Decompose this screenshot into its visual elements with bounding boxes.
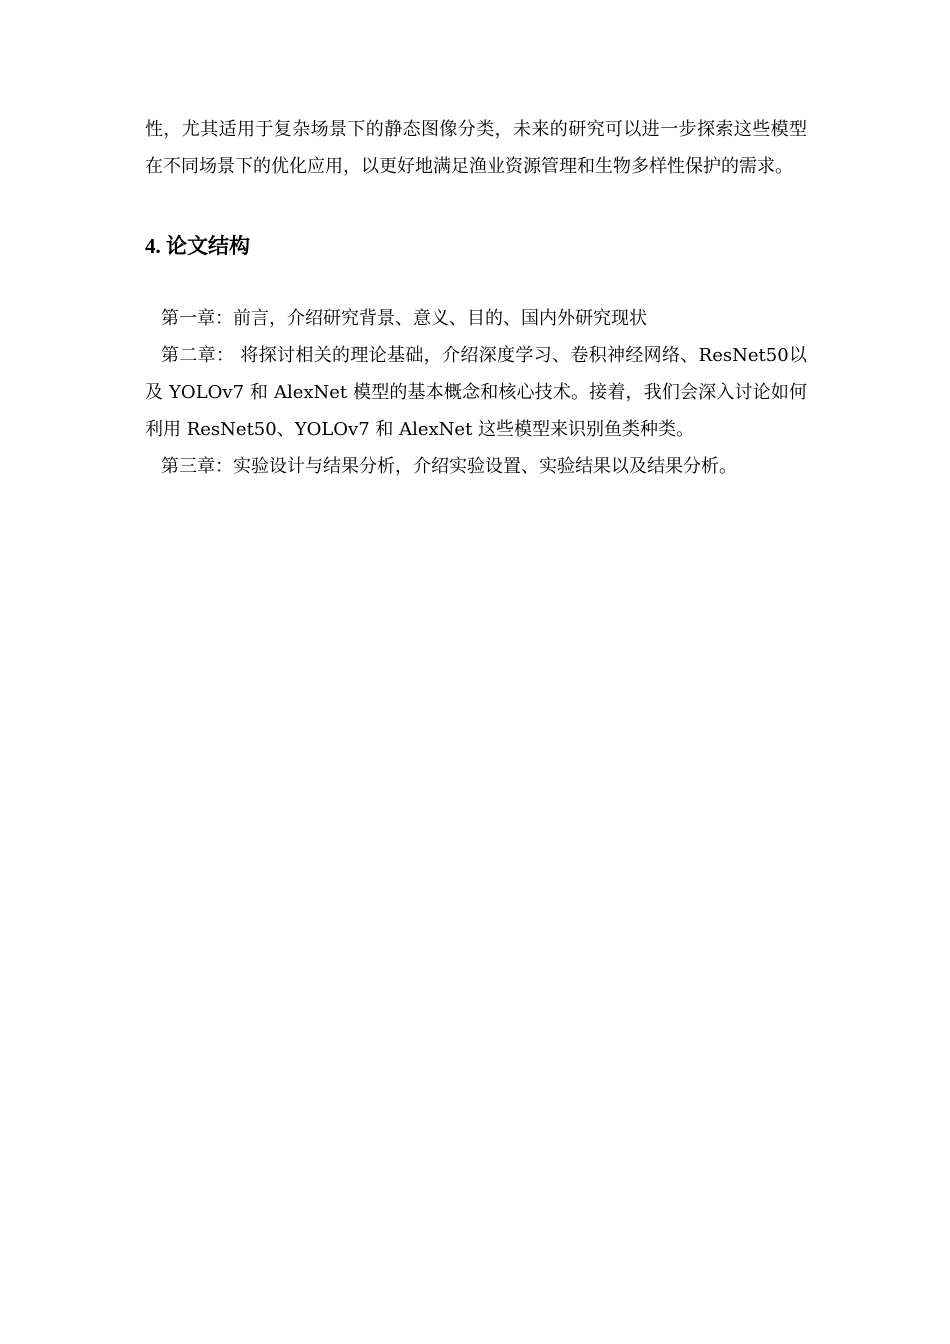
chapter-2-paragraph: 第二章： 将探讨相关的理论基础，介绍深度学习、卷积神经网络、ResNet50以及 YOLOv7 和 AlexNet 模型的基本概念和核心技术。接着，我们会深入讨论如何利用 ResNet50、YOLOv7 和 AlexNet 这些模型来识别鱼类种类。 <box>145 345 807 440</box>
section-heading: 4. 论文结构 <box>145 234 250 258</box>
intro-paragraph: 性，尤其适用于复杂场景下的静态图像分类，未来的研究可以进一步探索这些模型在不同场景下的优化应用，以更好地满足渔业资源管理和生物多样性保护的需求。 <box>145 119 807 177</box>
page-content <box>145 111 807 485</box>
chapter-list <box>145 300 807 485</box>
chapter-3-paragraph: 第三章：实验设计与结果分析，介绍实验设置、实验结果以及结果分析。 <box>161 456 737 477</box>
chapter-1-paragraph: 第一章：前言，介绍研究背景、意义、目的、国内外研究现状 <box>161 308 647 329</box>
